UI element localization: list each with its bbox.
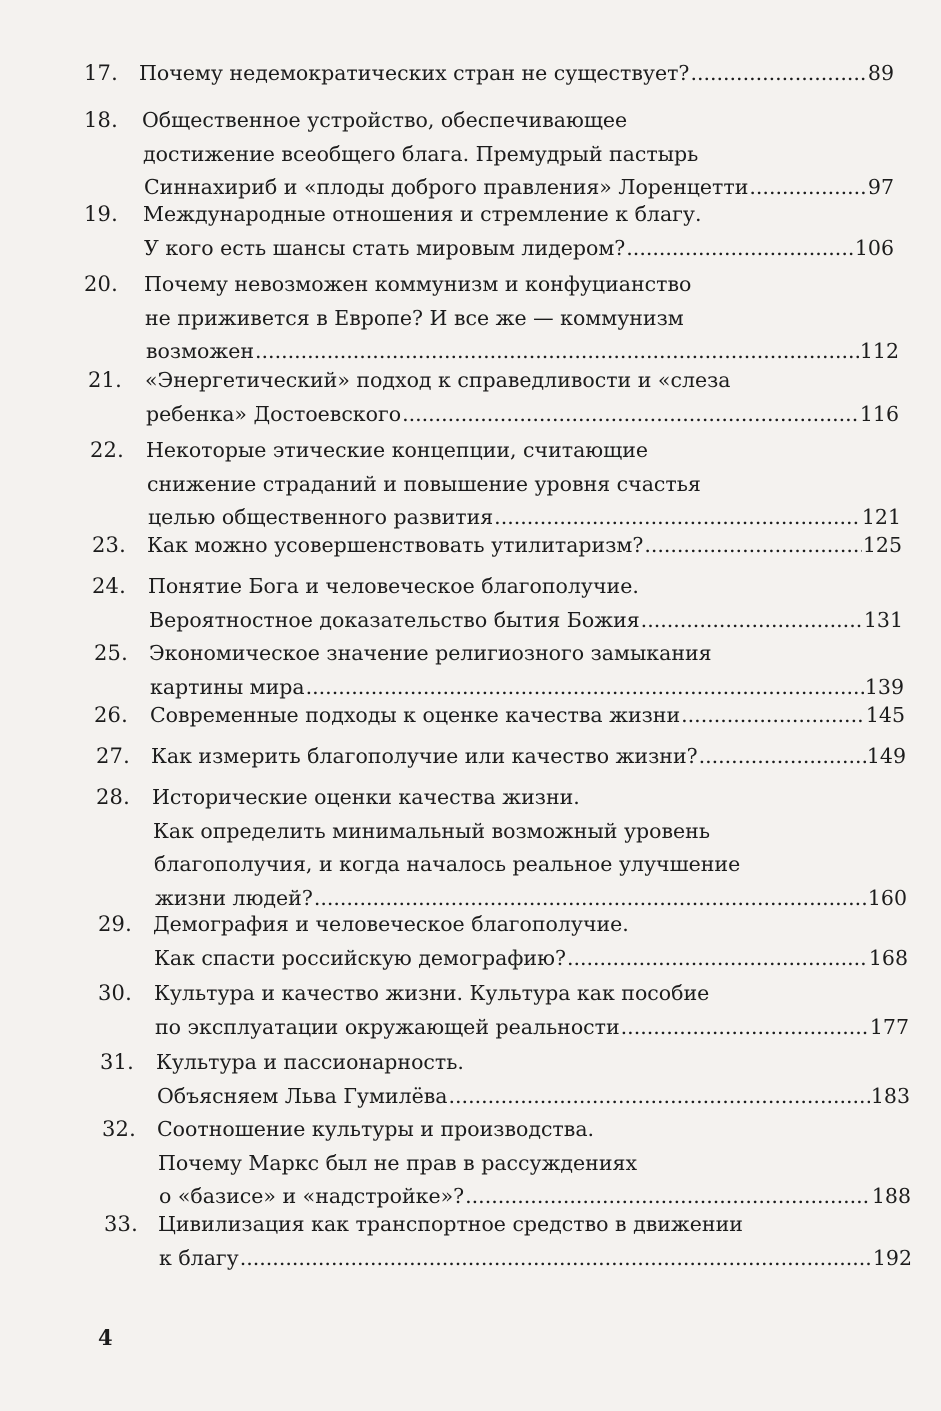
toc-entry-title-line: Экономическое значение религиозного замыкания [149, 641, 712, 665]
toc-entry-title-line: «Энергетический» подход к справедливости и «слеза [145, 368, 731, 392]
dot-leader [240, 1244, 872, 1273]
toc-entry-title-line: Как измерить благополучие или качество жизни? [151, 744, 698, 768]
toc-entry-title-line: Культура и пассионарность. [156, 1050, 464, 1074]
toc-entry-number: 25. [94, 641, 128, 665]
dot-leader [567, 944, 868, 973]
toc-entry-title-line: о «базисе» и «надстройке»? [159, 1184, 465, 1208]
toc-entry-title-line: не приживется в Европе? И все же — коммунизм [145, 305, 684, 330]
toc-entry-title-line: Вероятностное доказательство бытия Божия [149, 607, 640, 632]
toc-page-number: 168 [868, 945, 908, 970]
toc-entry-title-line: Как можно усовершенствовать утилитаризм? [147, 533, 644, 557]
toc-entry-title-line: Объясняем Льва Гумилёва [157, 1083, 448, 1108]
dot-leader [699, 742, 866, 771]
toc-entry-title-line: У кого есть шансы стать мировым лидером? [144, 235, 626, 260]
toc-entry-title-line: Исторические оценки качества жизни. [152, 785, 580, 809]
toc-entry-title-line: Соотношение культуры и производства. [157, 1117, 595, 1141]
toc-entry-number: 20. [84, 272, 118, 296]
dot-leader [255, 337, 859, 366]
toc-entry-number: 23. [92, 533, 126, 557]
dot-leader [749, 173, 867, 202]
toc-page-number: 149 [866, 744, 906, 768]
toc-entry-title-line: Цивилизация как транспортное средство в движении [158, 1212, 743, 1236]
toc-entry-title-line: по эксплуатации окружающей реальности [155, 1014, 620, 1039]
toc-page-number: 121 [861, 505, 901, 529]
dot-leader [449, 1082, 870, 1111]
toc-page-number: 125 [862, 533, 902, 557]
toc-entry-title-line: Почему Маркс был не прав в рассуждениях [158, 1150, 638, 1175]
toc-entry-title-line: целью общественного развития [148, 505, 494, 529]
dot-leader [690, 59, 866, 88]
toc-entry-title-line: возможен [146, 339, 255, 363]
dot-leader [681, 701, 865, 730]
toc-entry-title-line: благополучия, и когда началось реальное улучшение [154, 852, 741, 876]
toc-entry-title-line: Культура и качество жизни. Культура как пособие [154, 981, 710, 1005]
toc-entry-title-line: картины мира [150, 674, 305, 699]
toc-entry-number: 26. [94, 703, 128, 727]
toc-page-number: 106 [854, 235, 894, 260]
toc-page-number: 160 [867, 885, 907, 910]
toc-page-number: 188 [871, 1184, 911, 1208]
dot-leader [314, 884, 867, 913]
toc-entry-number: 22. [90, 438, 124, 462]
toc-page-number: 139 [864, 674, 904, 699]
toc-entry-number: 31. [100, 1050, 134, 1074]
toc-entry-title-line: снижение страданий и повышение уровня счастья [147, 471, 701, 496]
toc-entry-title-line: Синнахириб и «плоды доброго правления» Лоренцетти [144, 175, 749, 199]
toc-entry-title-line: Демография и человеческое благополучие. [153, 912, 629, 936]
toc-page-number: 112 [859, 339, 899, 363]
toc-entry-title-line: Как спасти российскую демографию? [154, 945, 566, 970]
toc-page-number: 116 [859, 401, 899, 426]
toc-entry-title-line: ребенка» Достоевского [146, 401, 402, 426]
toc-entry-title-line: достижение всеобщего блага. Премудрый пастырь [143, 141, 699, 166]
toc-entry-number: 30. [98, 981, 132, 1005]
toc-entry-number: 24. [92, 574, 126, 598]
toc-entry-title-line: Понятие Бога и человеческое благополучие. [148, 574, 639, 598]
toc-entry-number: 29. [98, 912, 132, 936]
toc-entry-title-line: к благу [159, 1245, 239, 1270]
toc-entry-title-line: Международные отношения и стремление к благу. [143, 202, 702, 226]
dot-leader [494, 503, 861, 532]
dot-leader [306, 673, 864, 702]
toc-page-number: 177 [869, 1014, 909, 1039]
toc-entry-title-line: Как определить минимальный возможный уровень [153, 818, 710, 843]
toc-entry-number: 32. [102, 1117, 136, 1141]
dot-leader [644, 531, 862, 560]
toc-page-number: 89 [867, 61, 894, 85]
toc-entry-title-line: жизни людей? [155, 885, 313, 910]
toc-entry-title-line: Почему недемократических стран не существует? [139, 61, 690, 85]
dot-leader [621, 1013, 869, 1042]
toc-page-number: 192 [872, 1245, 912, 1270]
toc-entry-number: 17. [84, 61, 118, 85]
dot-leader [641, 606, 863, 635]
toc-page-number: 183 [870, 1083, 910, 1108]
toc-entry-title-line: Общественное устройство, обеспечивающее [142, 108, 628, 132]
toc-entry-number: 27. [96, 744, 130, 768]
toc-entry-number: 33. [104, 1212, 138, 1236]
toc-page-number: 145 [865, 703, 905, 727]
toc-entry-number: 28. [96, 785, 130, 809]
toc-entry-title-line: Некоторые этические концепции, считающие [146, 438, 649, 462]
toc-entry-number: 18. [84, 108, 118, 132]
toc-entry-title-line: Современные подходы к оценке качества жизни [150, 703, 681, 727]
toc-entry-title-line: Почему невозможен коммунизм и конфуцианство [144, 272, 692, 296]
dot-leader [626, 234, 854, 263]
page-number: 4 [98, 1325, 113, 1350]
dot-leader [465, 1182, 871, 1211]
toc-page-number: 97 [867, 175, 894, 199]
toc-entry-number: 21. [88, 368, 122, 392]
toc-page-number: 131 [863, 607, 903, 632]
toc-entry-number: 19. [84, 202, 118, 226]
dot-leader [402, 400, 859, 429]
